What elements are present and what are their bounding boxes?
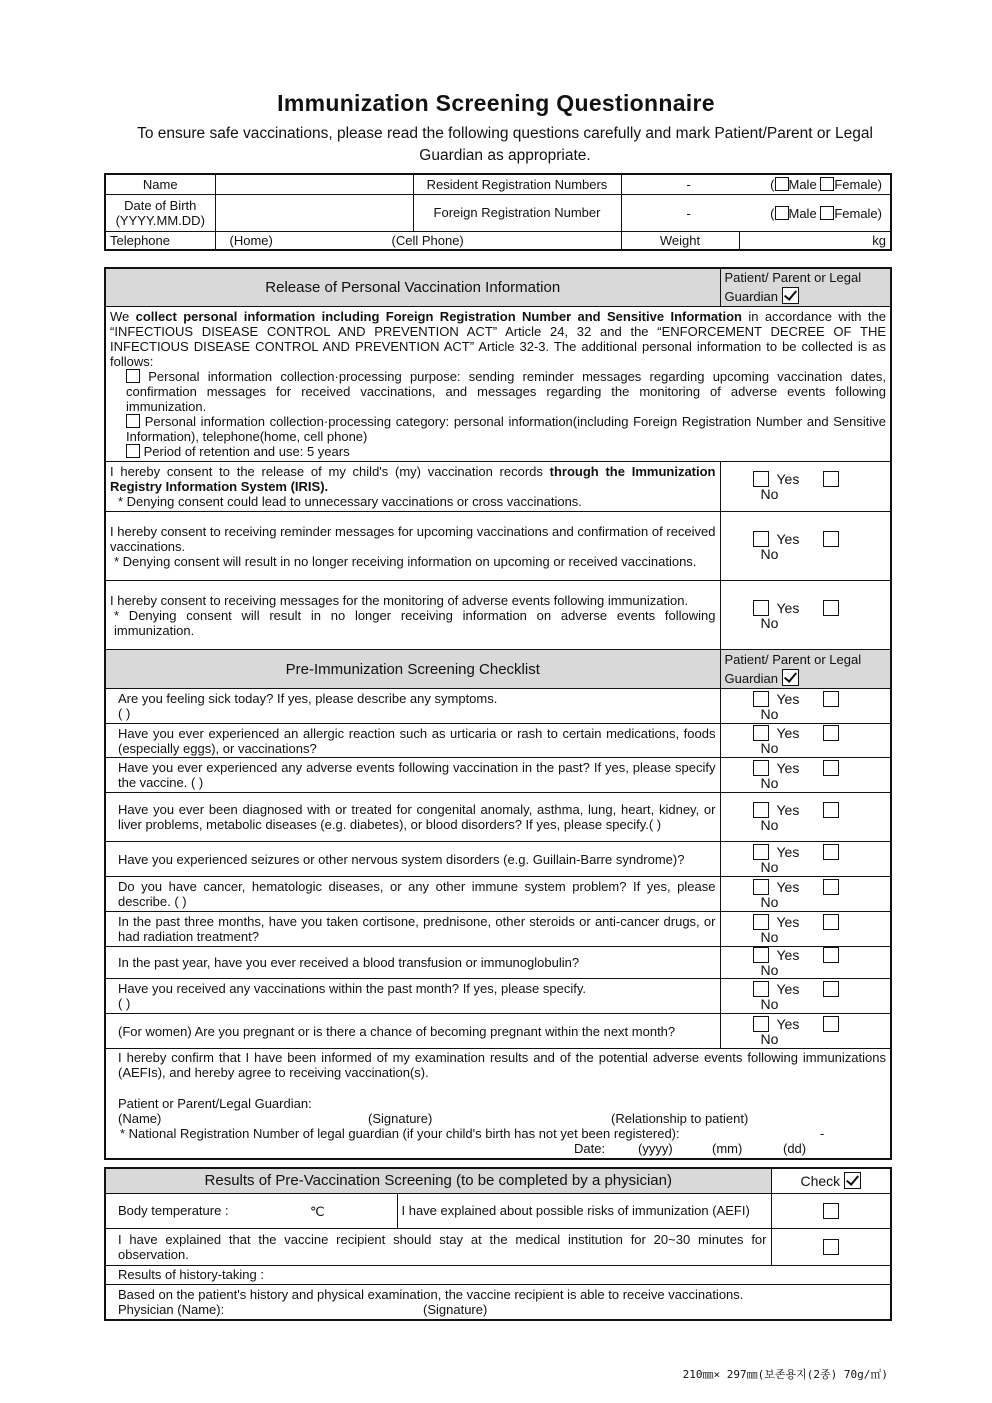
page-subtitle: To ensure safe vaccinations, please read the following questions carefully and mark Patient/Parent or Legal Guardian as appropriate.	[137, 125, 873, 164]
risks-explained-text: I have explained about possible risks of immunization (AEFI)	[397, 1193, 771, 1228]
home-label: (Home)	[229, 232, 273, 248]
consent-reminder-answer: YesNo	[720, 512, 891, 581]
yes-checkbox[interactable]	[753, 879, 769, 895]
physician-conclusion: Based on the patient's history and physical examination, the vaccine recipient is able to receive vaccinations. Physician (Name): (Signature)	[105, 1284, 891, 1320]
weight-unit: kg	[872, 232, 886, 248]
physician-results-table	[104, 1167, 892, 1321]
yes-checkbox[interactable]	[753, 947, 769, 963]
check-mark-icon	[782, 287, 799, 304]
yes-checkbox[interactable]	[753, 600, 769, 616]
no-checkbox[interactable]	[823, 879, 839, 895]
question-7: In the past three months, have you taken cortisone, prednisone, other steroids or anti-cancer drugs, or had radiation treatment?	[105, 912, 720, 947]
weight-field[interactable]	[739, 231, 891, 250]
consent-aefi-answer: YesNo	[720, 581, 891, 650]
page-title: Immunization Screening Questionnaire	[277, 90, 715, 116]
question-9: Have you received any vaccinations within the past month? If yes, please specify. ( )	[105, 979, 720, 1014]
rrn-dash: -	[686, 177, 691, 192]
telephone-field[interactable]	[215, 231, 621, 250]
dob-field[interactable]	[215, 194, 413, 231]
yes-checkbox[interactable]	[753, 725, 769, 741]
yes-checkbox[interactable]	[753, 531, 769, 547]
consent-iris-answer: YesNo	[720, 462, 891, 512]
risks-explained-checkbox[interactable]	[823, 1203, 839, 1219]
question-4: Have you ever been diagnosed with or treated for congenital anomaly, asthma, lung, heart, kidney, or liver problems, metabolic diseases (e.g. diabetes), or blood disorders? If yes, please specify.( )	[105, 793, 720, 842]
observation-checkbox[interactable]	[823, 1239, 839, 1255]
questionnaire-table	[104, 267, 892, 1160]
question-5-answer: YesNo	[720, 842, 891, 877]
question-6-answer: YesNo	[720, 877, 891, 912]
question-5: Have you experienced seizures or other nervous system disorders (e.g. Guillain-Barre syndrome)?	[105, 842, 720, 877]
question-3: Have you ever experienced any adverse events following vaccination in the past? If yes, please specify the vaccine. ( )	[105, 758, 720, 793]
no-checkbox[interactable]	[823, 802, 839, 818]
no-checkbox[interactable]	[823, 844, 839, 860]
weight-label: Weight	[621, 231, 739, 250]
yes-checkbox[interactable]	[753, 760, 769, 776]
date-line: Date: (yyyy) (mm) (dd)	[574, 1141, 807, 1156]
dob-label: Date of Birth (YYYY.MM.DD)	[105, 194, 215, 231]
check-mark-icon	[844, 1172, 861, 1189]
yes-checkbox[interactable]	[753, 1016, 769, 1032]
question-7-answer: YesNo	[720, 912, 891, 947]
question-2-answer: YesNo	[720, 724, 891, 758]
frn-field[interactable]	[621, 194, 891, 231]
question-10-answer: YesNo	[720, 1014, 891, 1049]
yes-checkbox[interactable]	[753, 914, 769, 930]
question-10: (For women) Are you pregnant or is there a chance of becoming pregnant within the next month?	[105, 1014, 720, 1049]
no-checkbox[interactable]	[823, 914, 839, 930]
observation-cell	[771, 1228, 891, 1265]
check-mark-icon	[782, 669, 799, 686]
male-checkbox[interactable]	[775, 206, 789, 220]
rrn-label: Resident Registration Numbers	[413, 174, 621, 194]
question-1: Are you feeling sick today? If yes, please describe any symptoms. ( )	[105, 689, 720, 724]
question-6: Do you have cancer, hematologic diseases, or any other immune system problem? If yes, please describe. ( )	[105, 877, 720, 912]
rrn-field[interactable]	[621, 174, 891, 194]
paper-spec-footer: 210㎜× 297㎜(보존용지(2종) 70g/㎡)	[682, 1368, 888, 1381]
no-checkbox[interactable]	[823, 981, 839, 997]
risks-explained-cell	[771, 1193, 891, 1228]
no-checkbox[interactable]	[823, 531, 839, 547]
name-field[interactable]	[215, 174, 413, 194]
yes-checkbox[interactable]	[753, 802, 769, 818]
question-8: In the past year, have you ever received a blood transfusion or immunoglobulin?	[105, 947, 720, 979]
no-checkbox[interactable]	[823, 760, 839, 776]
frn-label: Foreign Registration Number	[413, 194, 621, 231]
question-1-answer: YesNo	[720, 689, 891, 724]
notice-bullet-3: Period of retention and use: 5 years	[110, 444, 886, 459]
bullet-checkbox-icon	[126, 444, 140, 458]
name-label: Name	[105, 174, 215, 194]
results-header: Results of Pre-Vaccination Screening (to be completed by a physician)	[105, 1168, 771, 1193]
question-3-answer: YesNo	[720, 758, 891, 793]
personal-info-table	[104, 173, 892, 251]
cell-phone-label: (Cell Phone)	[391, 232, 464, 248]
no-checkbox[interactable]	[823, 691, 839, 707]
guardian-label: Patient or Parent/Legal Guardian:	[118, 1096, 312, 1111]
male-checkbox[interactable]	[775, 177, 789, 191]
consent-reminder: I hereby consent to receiving reminder messages for upcoming vaccinations and confirmation of received vaccinations. * Denying consent will result in no longer receiving information on upcoming or received vaccinations.	[105, 512, 720, 581]
notice-bullet-2: Personal information collection·processing category: personal information(including Foreign Registration Number and Sensitive Information), telephone(home, cell phone)	[126, 414, 886, 444]
yes-checkbox[interactable]	[753, 844, 769, 860]
no-checkbox[interactable]	[823, 1016, 839, 1032]
physician-signature-line: Physician (Name): (Signature)	[118, 1301, 488, 1317]
yes-checkbox[interactable]	[753, 471, 769, 487]
notice-bullet-1: Personal information collection·processing purpose: sending reminder messages regarding upcoming vaccination dates, confirmation messages for received vaccinations, and messages regarding the monitoring of adverse events following immunization.	[126, 369, 886, 414]
yes-checkbox[interactable]	[753, 981, 769, 997]
history-taking-field[interactable]: Results of history-taking :	[105, 1265, 891, 1284]
telephone-label: Telephone	[105, 231, 215, 250]
female-checkbox[interactable]	[820, 206, 834, 220]
no-checkbox[interactable]	[823, 947, 839, 963]
gender-select-2: ( Male Female)	[770, 205, 882, 221]
release-check-header: Patient/ Parent or Legal Guardian	[720, 268, 891, 307]
no-checkbox[interactable]	[823, 600, 839, 616]
consent-aefi-monitoring: I hereby consent to receiving messages for the monitoring of adverse events following immunization. * Denying consent will result in no longer receiving information on adverse events following immunization.	[105, 581, 720, 650]
confirmation-text: I hereby confirm that I have been informed of my examination results and of the potential adverse events following immunizations (AEFIs), and hereby agree to receiving vaccination(s).	[118, 1050, 886, 1080]
gender-select-1: ( Male Female)	[770, 177, 882, 192]
question-8-answer: YesNo	[720, 947, 891, 979]
no-checkbox[interactable]	[823, 471, 839, 487]
guardian-signature-line: (Name) (Signature) (Relationship to patient)	[118, 1111, 749, 1126]
confirmation-block	[105, 1049, 891, 1159]
question-4-answer: YesNo	[720, 793, 891, 842]
release-header: Release of Personal Vaccination Information	[105, 268, 720, 307]
question-9-answer: YesNo	[720, 979, 891, 1014]
results-check-header: Check	[771, 1168, 891, 1193]
frn-dash: -	[686, 205, 691, 221]
consent-iris: I hereby consent to the release of my child's (my) vaccination records through the Immunization Registry Information System (IRIS). * Denying consent could lead to unnecessary vaccinations or cross vaccinations.	[105, 462, 720, 512]
privacy-notice: We collect personal information including Foreign Registration Number and Sensitive Information in accordance with the “INFECTIOUS DISEASE CONTROL AND PREVENTION ACT” Article 24, 32 and the “ENFORCEMENT DECREE OF THE INFECTIOUS DISEASE CONTROL AND PREVENTION ACT” Article 32-3. The additional personal information to be collected is as follows: Personal information collection·processing purpose: sending reminder messages regarding upcoming vaccination dates, confirmation messages for received vaccinations, and messages regarding the monitoring of adverse events following immunization. Personal information collection·processing category: personal information(including Foreign Registration Number and Sensitive Information), telephone(home, cell phone) Period of retention and use: 5 years	[105, 307, 891, 462]
yes-checkbox[interactable]	[753, 691, 769, 707]
bullet-checkbox-icon	[126, 369, 140, 383]
guardian-nrn-line: * National Registration Number of legal guardian (if your child's birth has not yet been registered): -	[120, 1126, 825, 1141]
body-temperature-field[interactable]: Body temperature : ℃	[105, 1193, 397, 1228]
checklist-header: Pre-Immunization Screening Checklist	[105, 650, 720, 689]
female-checkbox[interactable]	[820, 177, 834, 191]
checklist-check-header: Patient/ Parent or Legal Guardian	[720, 650, 891, 689]
observation-text: I have explained that the vaccine recipient should stay at the medical institution for 20~30 minutes for observation.	[105, 1228, 771, 1265]
question-2: Have you ever experienced an allergic reaction such as urticaria or rash to certain medications, foods (especially eggs), or vaccinations?	[105, 724, 720, 758]
no-checkbox[interactable]	[823, 725, 839, 741]
bullet-checkbox-icon	[126, 414, 140, 428]
